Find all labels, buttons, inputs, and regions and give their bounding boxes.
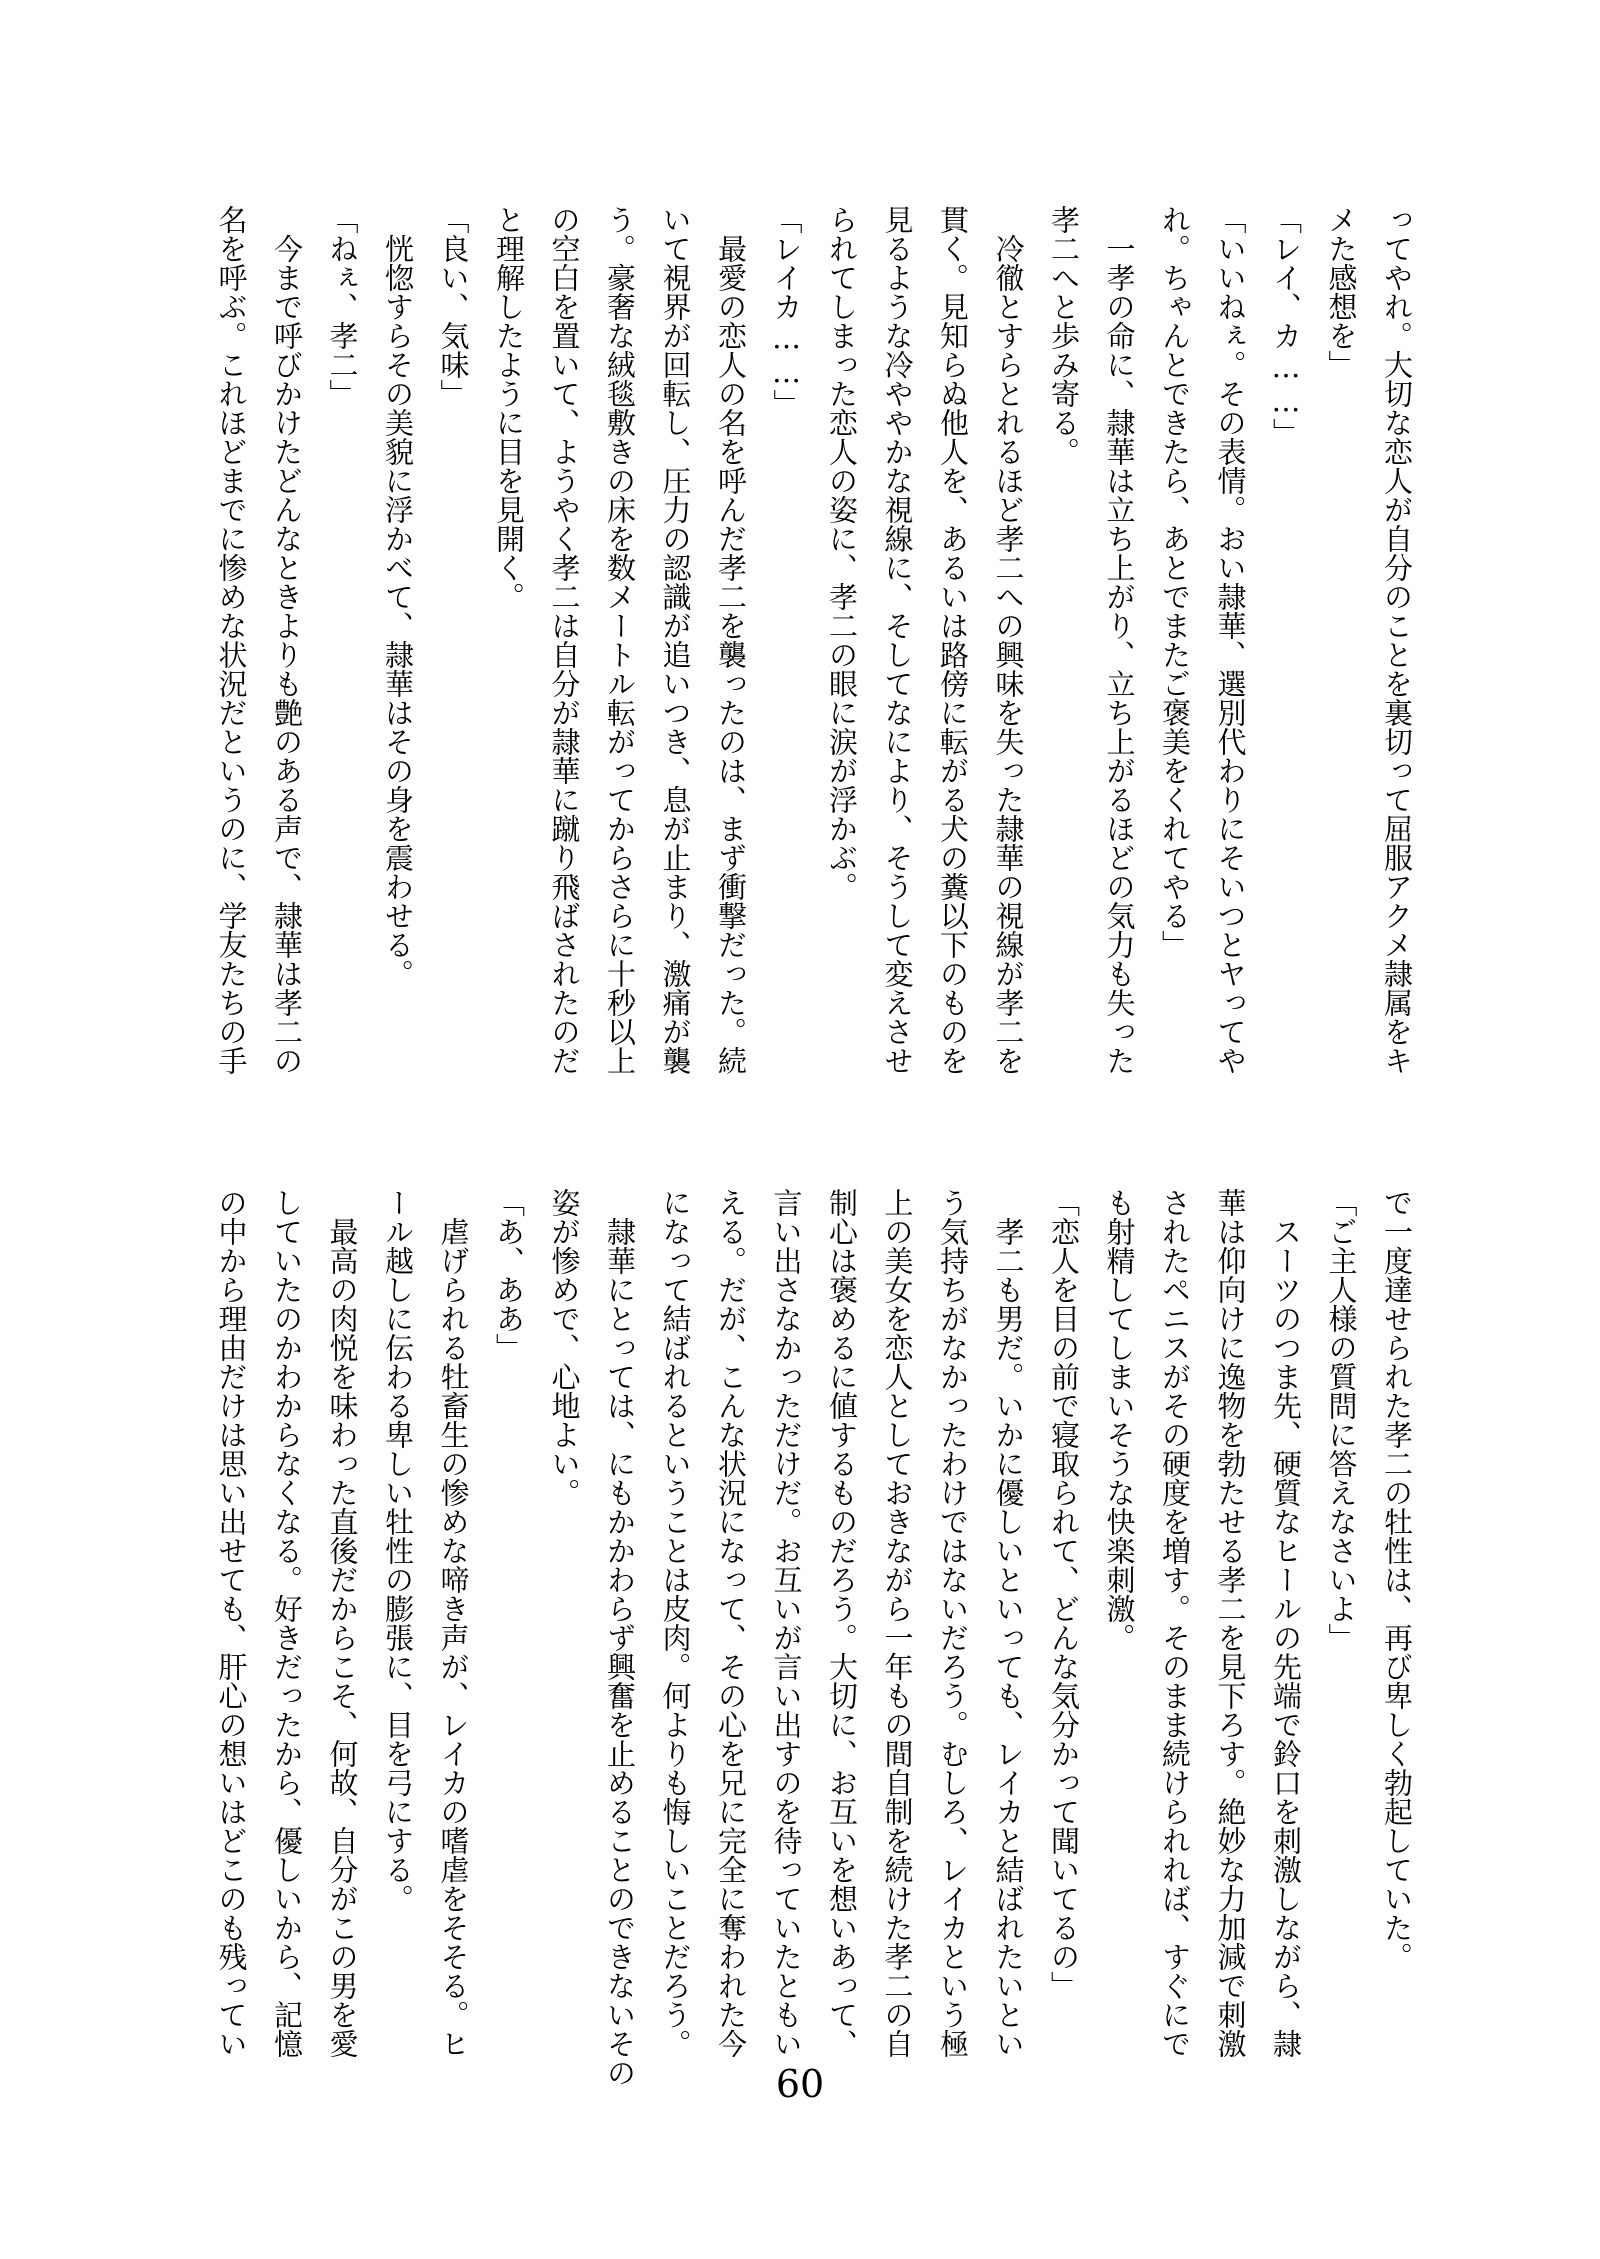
- text-line: 制心は褒めるに値するものだろう。大切に、お互いを想いあって、: [825, 1188, 859, 2058]
- text-line: スーツのつま先、硬質なヒールの先端で鈴口を刺激しながら、隷: [1269, 1217, 1303, 2058]
- text-line: 恍惚すらその美貌に浮かべて、隷華はその身を震わせる。: [381, 234, 415, 988]
- text-line: になって結ばれるということは皮肉。何よりも悔しいことだろう。: [658, 1188, 693, 2058]
- text-line: 見るような冷ややかな視線に、そしてなにより、そうして変えさせ: [880, 205, 915, 1075]
- text-line: 上の美女を恋人としておきながら一年もの間自制を続けた孝二の自: [880, 1188, 915, 2058]
- text-line: していたのかわからなくなる。好きだったから、優しいから、記憶: [270, 1188, 304, 2058]
- text-line: の中から理由だけは思い出せても、肝心の想いはどこのも残ってい: [214, 1188, 249, 2058]
- text-line: も射精してしまいそうな快楽刺激。: [1102, 1188, 1137, 1652]
- text-line: 孝二へと歩み寄る。: [1047, 205, 1081, 466]
- text-line: 言い出さなかっただけだ。お互いが言い出すのを待っていたともい: [769, 1188, 804, 2058]
- text-line: 「レイカ……」: [769, 205, 804, 418]
- text-line: の空白を置いて、ようやく孝二は自分が隷華に蹴り飛ばされたのだ: [547, 205, 582, 1075]
- text-line: える。だが、こんな状況になって、その心を兄に完全に奪われた今: [714, 1188, 748, 2058]
- text-line: 隷華にとっては、にもかかわらず興奮を止めることのできないその: [603, 1217, 637, 2087]
- text-line: 姿が惨めで、心地よい。: [547, 1188, 582, 1507]
- text-line: 最愛の恋人の名を呼んだ孝二を襲ったのは、まず衝撃だった。続: [714, 234, 748, 1075]
- text-line: られてしまった恋人の姿に、孝二の眼に涙が浮かぶ。: [825, 205, 859, 901]
- text-line: 「良い、気味」: [436, 205, 471, 408]
- text-line: いて視界が回転し、圧力の認識が追いつき、息が止まり、激痛が襲: [658, 205, 693, 1075]
- text-line: 冷徹とすらとれるほど孝二への興味を失った隷華の視線が孝二を: [991, 234, 1026, 1075]
- text-line: 貫く。見知らぬ他人を、あるいは路傍に転がる犬の糞以下のものを: [936, 205, 970, 1075]
- text-band-top: [203, 205, 1424, 1085]
- text-line: されたペニスがその硬度を増す。そのまま続けられれば、すぐにで: [1158, 1188, 1192, 2058]
- text-line: メた感想を」: [1324, 205, 1359, 379]
- text-line: ってやれ。大切な恋人が自分のことを裏切って屈服アクメ隷属をキ: [1380, 205, 1414, 1075]
- text-line: 名を呼ぶ。これほどまでに惨めな状況だというのに、学友たちの手: [214, 205, 249, 1075]
- text-line: ール越しに伝わる卑しい牡性の膨張に、目を弓にする。: [381, 1188, 415, 1913]
- text-line: と理解したように目を見開く。: [492, 205, 526, 611]
- page-number: 60: [775, 2062, 825, 2106]
- text-line: う。豪奢な絨毯敷きの床を数メートル転がってからさらに十秒以上: [603, 205, 637, 1075]
- text-line: 「ご主人様の質問に答えなさいよ」: [1324, 1188, 1359, 1652]
- text-line: 「ねぇ、孝二」: [325, 205, 360, 408]
- text-line: 最高の肉悦を味わった直後だからこそ、何故、自分がこの男を愛: [325, 1217, 360, 2058]
- text-line: 華は仰向けに逸物を勃たせる孝二を見下ろす。絶妙な力加減で刺激: [1213, 1188, 1248, 2058]
- text-line: れ。ちゃんとできたら、あとでまたご褒美をくれてやる」: [1158, 205, 1192, 959]
- text-line: う気持ちがなかったわけではないだろう。むしろ、レイカという極: [936, 1188, 970, 2058]
- text-line: で一度達せられた孝二の牡性は、再び卑しく勃起していた。: [1380, 1188, 1414, 1971]
- text-line: 今まで呼びかけたどんなときよりも艶のある声で、隷華は孝二の: [270, 234, 304, 1075]
- text-line: 虐げられる牡畜生の惨めな啼き声が、レイカの嗜虐をそそる。ヒ: [436, 1217, 471, 2058]
- text-line: 「恋人を目の前で寝取られて、どんな気分かって聞いてるの」: [1047, 1188, 1081, 2000]
- text-line: 一孝の命に、隷華は立ち上がり、立ち上がるほどの気力も失った: [1102, 234, 1137, 1075]
- text-line: 「レイ、カ……」: [1269, 205, 1303, 447]
- text-line: 孝二も男だ。いかに優しいといっても、レイカと結ばれたいとい: [991, 1217, 1026, 2058]
- text-line: 「あ、ああ」: [492, 1188, 526, 1362]
- text-line: 「いいねぇ。その表情。おい隷華、選別代わりにそいつとヤってや: [1213, 205, 1248, 1075]
